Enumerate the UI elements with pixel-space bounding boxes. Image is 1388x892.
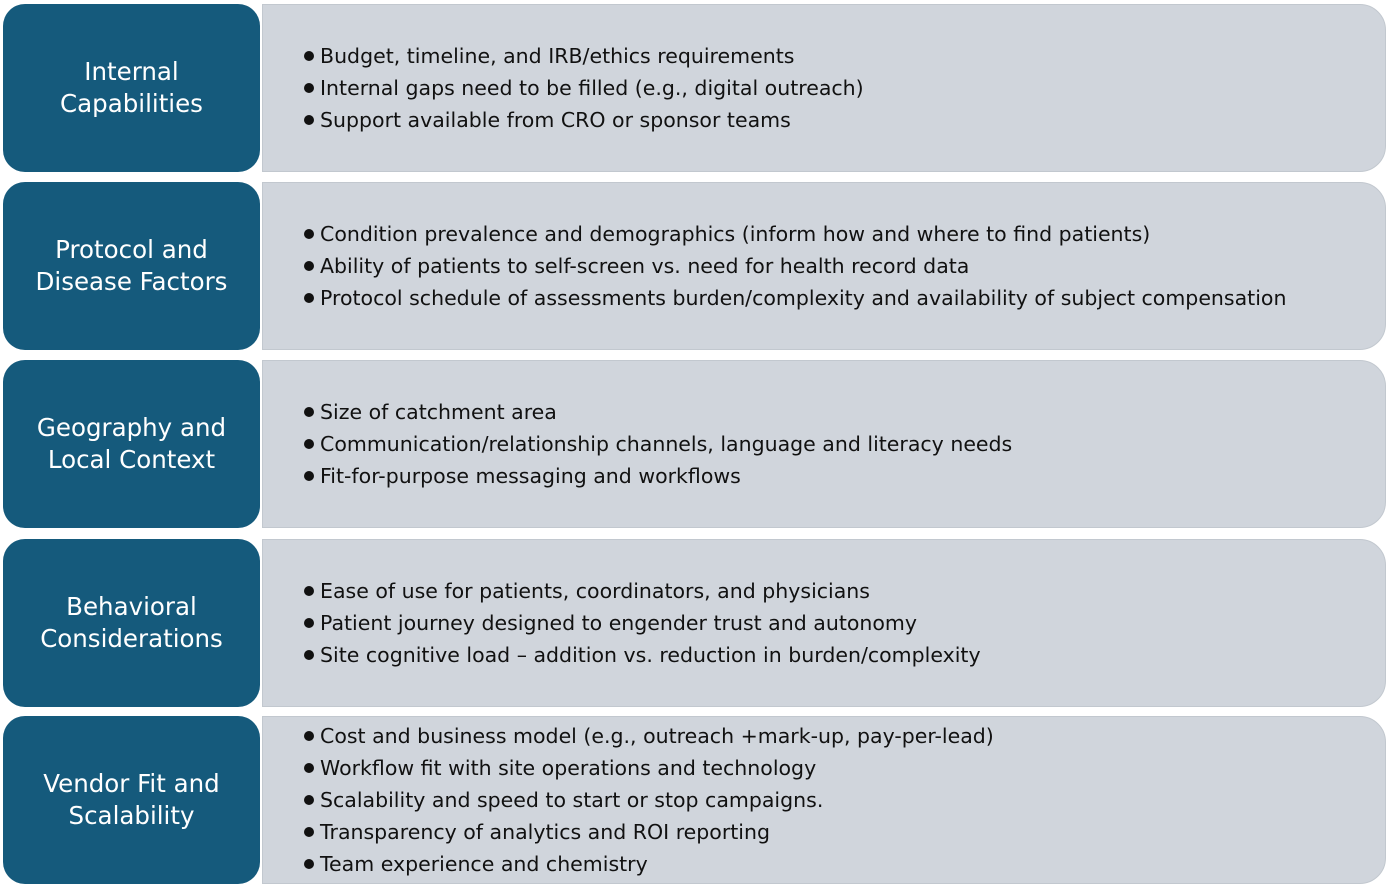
consideration-item [304, 396, 1385, 428]
consideration-item [304, 218, 1385, 250]
bullet-icon [304, 795, 314, 805]
considerations-list [304, 40, 1385, 136]
bullet-icon [304, 618, 314, 628]
consideration-text: Ability of patients to self-screen vs. need for health record data [320, 254, 970, 278]
consideration-text: Ease of use for patients, coordinators, and physicians [320, 579, 870, 603]
consideration-item [304, 639, 1385, 671]
bullet-icon [304, 115, 314, 125]
bullet-icon [304, 827, 314, 837]
bullet-icon [304, 51, 314, 61]
consideration-text: Workflow fit with site operations and technology [320, 756, 817, 780]
consideration-text: Condition prevalence and demographics (inform how and where to find patients) [320, 222, 1151, 246]
considerations-panel [262, 539, 1386, 707]
category-label-box [3, 716, 260, 884]
consideration-item [304, 816, 1385, 848]
bullet-icon [304, 293, 314, 303]
bullet-icon [304, 763, 314, 773]
consideration-text: Size of catchment area [320, 400, 557, 424]
consideration-item [304, 250, 1385, 282]
considerations-panel [262, 360, 1386, 528]
bullet-icon [304, 586, 314, 596]
considerations-list [304, 218, 1385, 314]
category-label [43, 768, 219, 832]
consideration-item [304, 784, 1385, 816]
consideration-item [304, 607, 1385, 639]
consideration-item [304, 848, 1385, 880]
bullet-icon [304, 407, 314, 417]
consideration-item [304, 72, 1385, 104]
consideration-text: Fit-for-purpose messaging and workflows [320, 464, 741, 488]
category-label-line: Behavioral [66, 592, 197, 621]
considerations-panel [262, 716, 1386, 884]
consideration-text: Patient journey designed to engender trust and autonomy [320, 611, 918, 635]
category-label-box [3, 4, 260, 172]
consideration-item [304, 104, 1385, 136]
consideration-item [304, 460, 1385, 492]
consideration-item [304, 720, 1385, 752]
consideration-item [304, 752, 1385, 784]
category-label-line: Local Context [47, 445, 216, 474]
category-label-box [3, 182, 260, 350]
considerations-list [304, 396, 1385, 492]
category-label [60, 56, 203, 120]
consideration-item [304, 282, 1385, 314]
category-label [36, 234, 228, 298]
category-label [37, 412, 226, 476]
consideration-text: Support available from CRO or sponsor teams [320, 108, 791, 132]
bullet-icon [304, 650, 314, 660]
bullet-icon [304, 261, 314, 271]
bullet-icon [304, 731, 314, 741]
category-label-line: Internal [84, 57, 179, 86]
bullet-icon [304, 439, 314, 449]
category-label-line: Scalability [68, 801, 195, 830]
category-label-line: Capabilities [60, 89, 203, 118]
category-label-box [3, 539, 260, 707]
factor-row-geography [0, 360, 1388, 528]
factor-row-internal-capabilities [0, 4, 1388, 172]
category-label-line: Vendor Fit and [43, 769, 220, 798]
consideration-text: Scalability and speed to start or stop campaigns. [320, 788, 824, 812]
consideration-item [304, 40, 1385, 72]
consideration-text: Budget, timeline, and IRB/ethics requirements [320, 44, 795, 68]
bullet-icon [304, 859, 314, 869]
consideration-text: Cost and business model (e.g., outreach +mark-up, pay-per-lead) [320, 724, 994, 748]
considerations-list [304, 720, 1385, 880]
consideration-item [304, 428, 1385, 460]
considerations-list [304, 575, 1385, 671]
considerations-panel [262, 4, 1386, 172]
consideration-item [304, 575, 1385, 607]
factor-row-vendor-fit [0, 716, 1388, 884]
consideration-text: Transparency of analytics and ROI reporting [320, 820, 771, 844]
factor-row-behavioral [0, 539, 1388, 707]
factor-row-protocol-disease [0, 182, 1388, 350]
bullet-icon [304, 83, 314, 93]
category-label-line: Geography and [36, 413, 227, 442]
category-label-line: Disease Factors [35, 267, 228, 296]
bullet-icon [304, 471, 314, 481]
bullet-icon [304, 229, 314, 239]
category-label [40, 591, 223, 655]
considerations-panel [262, 182, 1386, 350]
category-label-line: Considerations [40, 624, 223, 653]
consideration-text: Internal gaps need to be filled (e.g., digital outreach) [320, 76, 864, 100]
category-label-box [3, 360, 260, 528]
consideration-text: Site cognitive load – addition vs. reduction in burden/complexity [320, 643, 981, 667]
consideration-text: Team experience and chemistry [320, 852, 648, 876]
category-label-line: Protocol and [55, 235, 208, 264]
consideration-text: Protocol schedule of assessments burden/complexity and availability of subject compensation [320, 286, 1287, 310]
consideration-text: Communication/relationship channels, language and literacy needs [320, 432, 1013, 456]
